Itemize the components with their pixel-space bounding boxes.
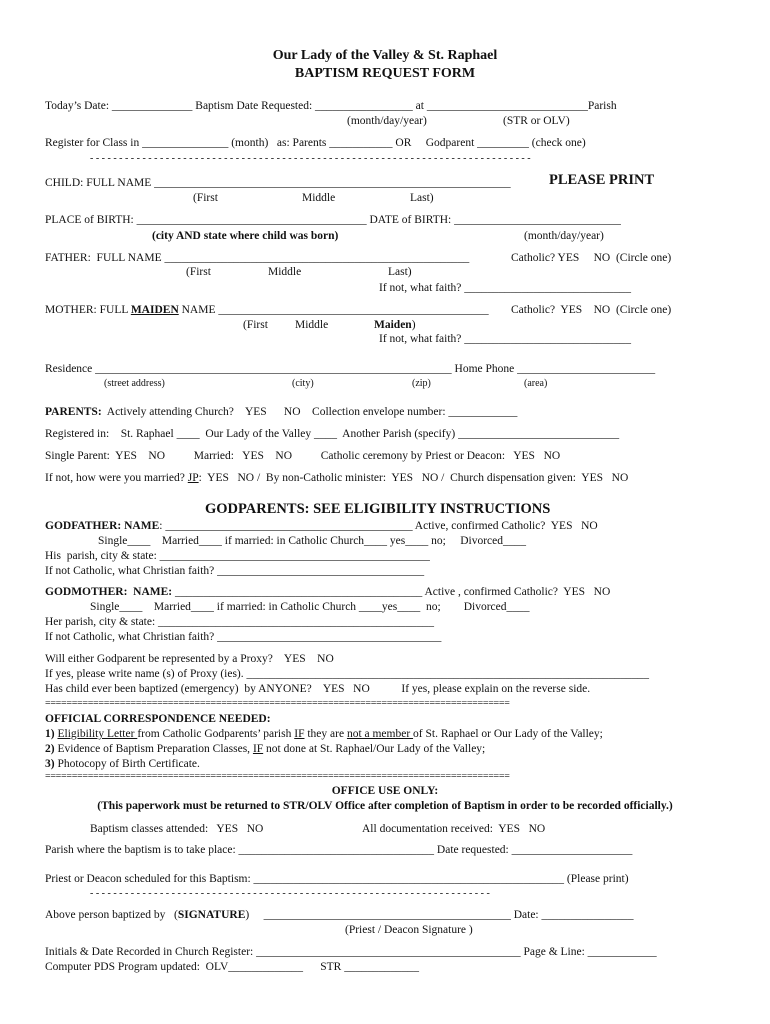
parents-label: PARENTS: <box>45 406 102 418</box>
item-1-text-b: from Catholic Godparents’ parish <box>137 728 295 740</box>
godmother-status-line[interactable]: Single____ Married____ if married: in Catholic Church ____yes____ no; Divorced____ <box>90 601 530 613</box>
double-rule-2: ======================================================================================= <box>45 771 510 782</box>
mother-maiden-word: Maiden <box>374 319 412 331</box>
child-name-line[interactable]: CHILD: FULL NAME ______________________________________________________________ <box>45 177 511 189</box>
classes-attended-line[interactable]: Baptism classes attended: YES NO <box>90 823 264 835</box>
request-date-line[interactable]: Today’s Date: ______________ Baptism Date Requested: _________________ at ____________________________Parish <box>45 100 617 112</box>
marriage-options: : YES NO / By non-Catholic minister: YES NO / Church dispensation given: YES NO <box>198 472 629 484</box>
street-hint: (street address) <box>104 378 165 389</box>
godfather-faith-line[interactable]: If not Catholic, what Christian faith? ____________________________________ <box>45 565 425 577</box>
correspondence-heading: OFFICIAL CORRESPONDENCE NEEDED: <box>45 713 271 725</box>
proxy-question[interactable]: Will either Godparent be represented by a Proxy? YES NO <box>45 653 334 665</box>
pds-update-line[interactable]: Computer PDS Program updated: OLV_____________ STR _____________ <box>45 961 419 973</box>
form-title-parish: Our Lady of the Valley & St. Raphael <box>272 48 498 63</box>
godparents-heading: GODPARENTS: SEE ELIGIBILITY INSTRUCTIONS <box>205 501 551 517</box>
mother-middle-hint: Middle <box>295 319 329 331</box>
father-middle-hint: Middle <box>268 266 302 278</box>
father-last-hint: Last) <box>388 266 412 278</box>
signature-hint: (Priest / Deacon Signature ) <box>345 924 473 936</box>
godmother-name-rest: ___________________________________________ Active , confirmed Catholic? YES NO <box>172 586 611 598</box>
parents-attending-line[interactable] <box>45 405 517 419</box>
birth-date-hint: (month/day/year) <box>524 230 604 242</box>
birth-place-hint: (city AND state where child was born) <box>152 230 339 242</box>
godfather-parish-line[interactable]: His parish, city & state: _______________________________________________ <box>45 550 430 562</box>
father-name-line[interactable]: FATHER: FULL NAME _____________________________________________________ <box>45 252 470 264</box>
correspondence-item-1 <box>45 727 603 741</box>
godmother-name-line[interactable] <box>45 585 610 599</box>
single-parent-line[interactable]: Single Parent: YES NO Married: YES NO Catholic ceremony by Priest or Deacon: YES NO <box>45 450 561 462</box>
register-initials-line[interactable]: Initials & Date Recorded in Church Register: ______________________________________________ Page & Line: ____________ <box>45 946 657 958</box>
godmother-label: GODMOTHER: NAME: <box>45 586 173 598</box>
priest-scheduled-line[interactable]: Priest or Deacon scheduled for this Baptism: ______________________________________________________ (Please print) <box>45 873 629 885</box>
mother-faith-line[interactable]: If not, what faith? _____________________________ <box>379 333 632 345</box>
item-1-text-d: of St. Raphael or Our Lady of the Valley; <box>413 728 603 740</box>
jp-label: JP <box>187 472 199 484</box>
mother-catholic[interactable]: Catholic? YES NO (Circle one) <box>511 304 672 316</box>
godfather-name-rest: : ___________________________________________ Active, confirmed Catholic? YES NO <box>159 520 598 532</box>
item-2-if: IF <box>252 743 264 755</box>
please-print-note: PLEASE PRINT <box>549 172 655 188</box>
signature-label: SIGNATURE <box>177 909 246 921</box>
mother-maiden-hint <box>374 318 416 332</box>
city-hint: (city) <box>292 378 314 389</box>
father-catholic[interactable]: Catholic? YES NO (Circle one) <box>511 252 672 264</box>
emergency-baptism-line[interactable]: Has child ever been baptized (emergency) by ANYONE? YES NO If yes, please explain on the reverse side. <box>45 683 591 695</box>
item-2-number: 2) <box>45 743 55 755</box>
correspondence-item-3 <box>45 757 200 771</box>
item-2-text-a: Evidence of Baptism Preparation Classes, <box>54 743 253 755</box>
documentation-received-line[interactable]: All documentation received: YES NO <box>362 823 546 835</box>
baptism-parish-line[interactable]: Parish where the baptism is to take place: __________________________________ Date requested: _____________________ <box>45 844 633 856</box>
godfather-status-line[interactable]: Single____ Married____ if married: in Catholic Church____ yes____ no; Divorced____ <box>98 535 526 547</box>
godmother-parish-line[interactable]: Her parish, city & state: ________________________________________________ <box>45 616 435 628</box>
marriage-line[interactable] <box>45 471 628 485</box>
mother-name-line[interactable] <box>45 303 489 317</box>
mother-first-hint: (First <box>243 319 268 331</box>
request-parish-hint: (STR or OLV) <box>503 115 570 127</box>
item-1-number: 1) <box>45 728 55 740</box>
parents-attending-text: Actively attending Church? YES NO Collection envelope number: ____________ <box>101 406 518 418</box>
birth-line[interactable]: PLACE of BIRTH: ________________________________________ DATE of BIRTH: _____________________________ <box>45 214 621 226</box>
office-use-heading: OFFICE USE ONLY: <box>331 785 439 797</box>
child-middle-hint: Middle <box>302 192 336 204</box>
mother-name-rest: NAME _______________________________________________ <box>178 304 489 316</box>
request-date-hint: (month/day/year) <box>347 115 427 127</box>
not-a-member-text: not a member <box>346 728 414 740</box>
proxy-names-line[interactable]: If yes, please write name (s) of Proxy (ies). ______________________________________________________________________ <box>45 668 650 680</box>
eligibility-letter-text: Eligibility Letter <box>57 728 138 740</box>
godfather-label: GODFATHER: NAME <box>45 520 160 532</box>
maiden-emphasis: MAIDEN <box>130 304 179 316</box>
father-faith-line[interactable]: If not, what faith? _____________________________ <box>379 282 632 294</box>
correspondence-item-2 <box>45 742 485 756</box>
double-rule: ======================================================================================= <box>45 698 510 709</box>
residence-line[interactable]: Residence ______________________________________________________________ Home Phone ________________________ <box>45 363 656 375</box>
zip-hint: (zip) <box>412 378 431 389</box>
baptized-by-line[interactable] <box>45 908 634 922</box>
mother-name-prefix: MOTHER: FULL <box>45 304 131 316</box>
mother-maiden-close: ) <box>411 319 416 331</box>
item-3-text: Photocopy of Birth Certificate. <box>54 758 200 770</box>
register-class-line[interactable]: Register for Class in _______________ (month) as: Parents ___________ OR Godparent _________ (check one) <box>45 137 586 149</box>
baptized-by-prefix: Above person baptized by ( <box>45 909 178 921</box>
godmother-faith-line[interactable]: If not Catholic, what Christian faith? _______________________________________ <box>45 631 442 643</box>
item-2-text-b: not done at St. Raphael/Our Lady of the Valley; <box>263 743 486 755</box>
father-first-hint: (First <box>186 266 211 278</box>
office-divider: - - - - - - - - - - - - - - - - - - - - - - - - - - - - - - - - - - - - - - - - - - - - - - - - - - - - - - - - - - - - - - - - - - - - - <box>90 888 490 899</box>
child-last-hint: Last) <box>410 192 434 204</box>
baptized-by-rest: ) ___________________________________________ Date: ________________ <box>245 909 634 921</box>
child-first-hint: (First <box>193 192 218 204</box>
office-return-note: (This paperwork must be returned to STR/OLV Office after completion of Baptism in order to be recorded officially.) <box>97 800 673 812</box>
item-1-if: IF <box>294 728 305 740</box>
godfather-name-line[interactable] <box>45 519 598 533</box>
area-hint: (area) <box>524 378 548 389</box>
form-title: BAPTISM REQUEST FORM <box>294 66 476 81</box>
registered-in-line[interactable]: Registered in: St. Raphael ____ Our Lady of the Valley ____ Another Parish (specify) ____________________________ <box>45 428 620 440</box>
item-3-number: 3) <box>45 758 55 770</box>
item-1-text-c: they are <box>304 728 347 740</box>
marriage-prefix: If not, how were you married? <box>45 472 188 484</box>
section-divider: - - - - - - - - - - - - - - - - - - - - - - - - - - - - - - - - - - - - - - - - - - - - - - - - - - - - - - - - - - - - - - - - - - - - - - - - - - - - <box>90 153 531 164</box>
